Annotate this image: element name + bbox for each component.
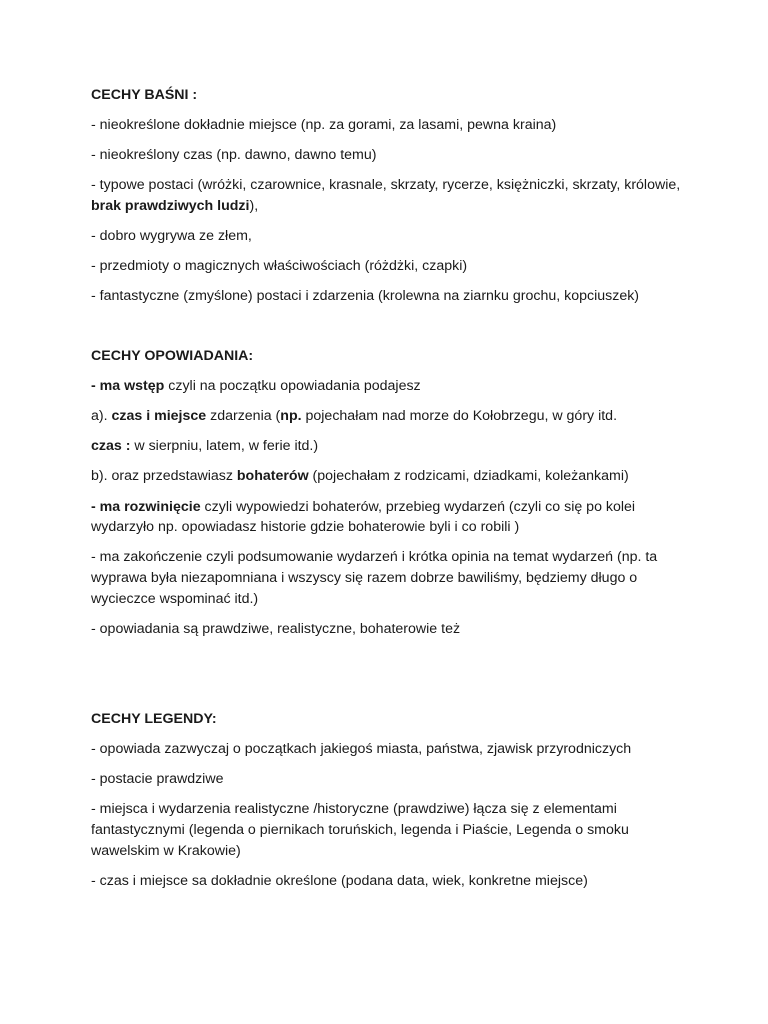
bold-phrase: np. xyxy=(280,408,302,424)
list-item: - nieokreślone dokładnie miejsce (np. za gorami, za lasami, pewna kraina) xyxy=(91,117,557,133)
section-heading-opowiadanie: CECHY OPOWIADANIA: xyxy=(91,348,254,364)
list-item: - przedmioty o magicznych właściwościach (różdżki, czapki) xyxy=(91,258,468,274)
text-fragment: b). oraz przedstawiasz xyxy=(91,468,237,484)
list-item xyxy=(91,466,691,487)
list-item xyxy=(91,436,691,457)
text-fragment: czyli wypowiedzi bohaterów, przebieg wydarzeń (czyli co się po kolei xyxy=(200,499,636,515)
list-item-continuation: fantastycznymi (legenda o piernikach toruńskich, legenda i Piaście, Legenda o smoku xyxy=(91,822,629,838)
list-item: - fantastyczne (zmyślone) postaci i zdarzenia (krolewna na ziarnku grochu, kopciuszek) xyxy=(91,288,640,304)
text-fragment: w sierpniu, latem, w ferie itd.) xyxy=(130,438,319,454)
bold-phrase: - ma rozwinięcie xyxy=(91,499,201,515)
bold-phrase: czas : xyxy=(91,438,131,454)
list-item-continuation: wawelskim w Krakowie) xyxy=(91,843,241,859)
text-fragment: ), xyxy=(249,198,259,214)
text-fragment: czyli na początku opowiadania podajesz xyxy=(164,378,421,394)
text-fragment: pojechałam nad morze do Kołobrzegu, w góry itd. xyxy=(301,408,618,424)
list-item xyxy=(91,406,691,427)
list-item: - opowiada zazwyczaj o początkach jakiegoś miasta, państwa, zjawisk przyrodniczych xyxy=(91,741,632,757)
bold-phrase: bohaterów xyxy=(236,468,309,484)
list-item: - postacie prawdziwe xyxy=(91,771,224,787)
list-item: - czas i miejsce sa dokładnie określone (podana data, wiek, konkretne miejsce) xyxy=(91,873,588,889)
list-item: - opowiadania są prawdziwe, realistyczne, bohaterowie też xyxy=(91,621,461,637)
list-item-continuation xyxy=(91,196,691,217)
list-item xyxy=(91,376,691,397)
bold-phrase: brak prawdziwych ludzi xyxy=(91,198,250,214)
list-item xyxy=(91,497,691,518)
text-fragment: a). xyxy=(91,408,112,424)
list-item: - ma zakończenie czyli podsumowanie wydarzeń i krótka opinia na temat wydarzeń (np. ta xyxy=(91,549,658,565)
list-item: - typowe postaci (wróżki, czarownice, krasnale, skrzaty, rycerze, księżniczki, skrzaty, królowie, xyxy=(91,177,681,193)
section-heading-basn: CECHY BAŚNI : xyxy=(91,87,198,103)
text-fragment: (pojechałam z rodzicami, dziadkami, koleżankami) xyxy=(308,468,629,484)
list-item: - nieokreślony czas (np. dawno, dawno temu) xyxy=(91,147,377,163)
list-item: - miejsca i wydarzenia realistyczne /historyczne (prawdziwe) łącza się z elementami xyxy=(91,801,617,817)
section-heading-legenda: CECHY LEGENDY: xyxy=(91,711,217,727)
text-fragment: zdarzenia ( xyxy=(206,408,281,424)
list-item-continuation: wyprawa była niezapomniana i wszyscy się razem dobrze bawiliśmy, będziemy długo o xyxy=(91,570,638,586)
list-item-continuation: wydarzyło np. opowiadasz historie gdzie bohaterowie byli i co robili ) xyxy=(91,519,520,535)
bold-phrase: - ma wstęp xyxy=(91,378,165,394)
list-item: - dobro wygrywa ze złem, xyxy=(91,228,252,244)
bold-phrase: czas i miejsce xyxy=(111,408,207,424)
list-item-continuation: wycieczce wspominać itd.) xyxy=(91,591,259,607)
